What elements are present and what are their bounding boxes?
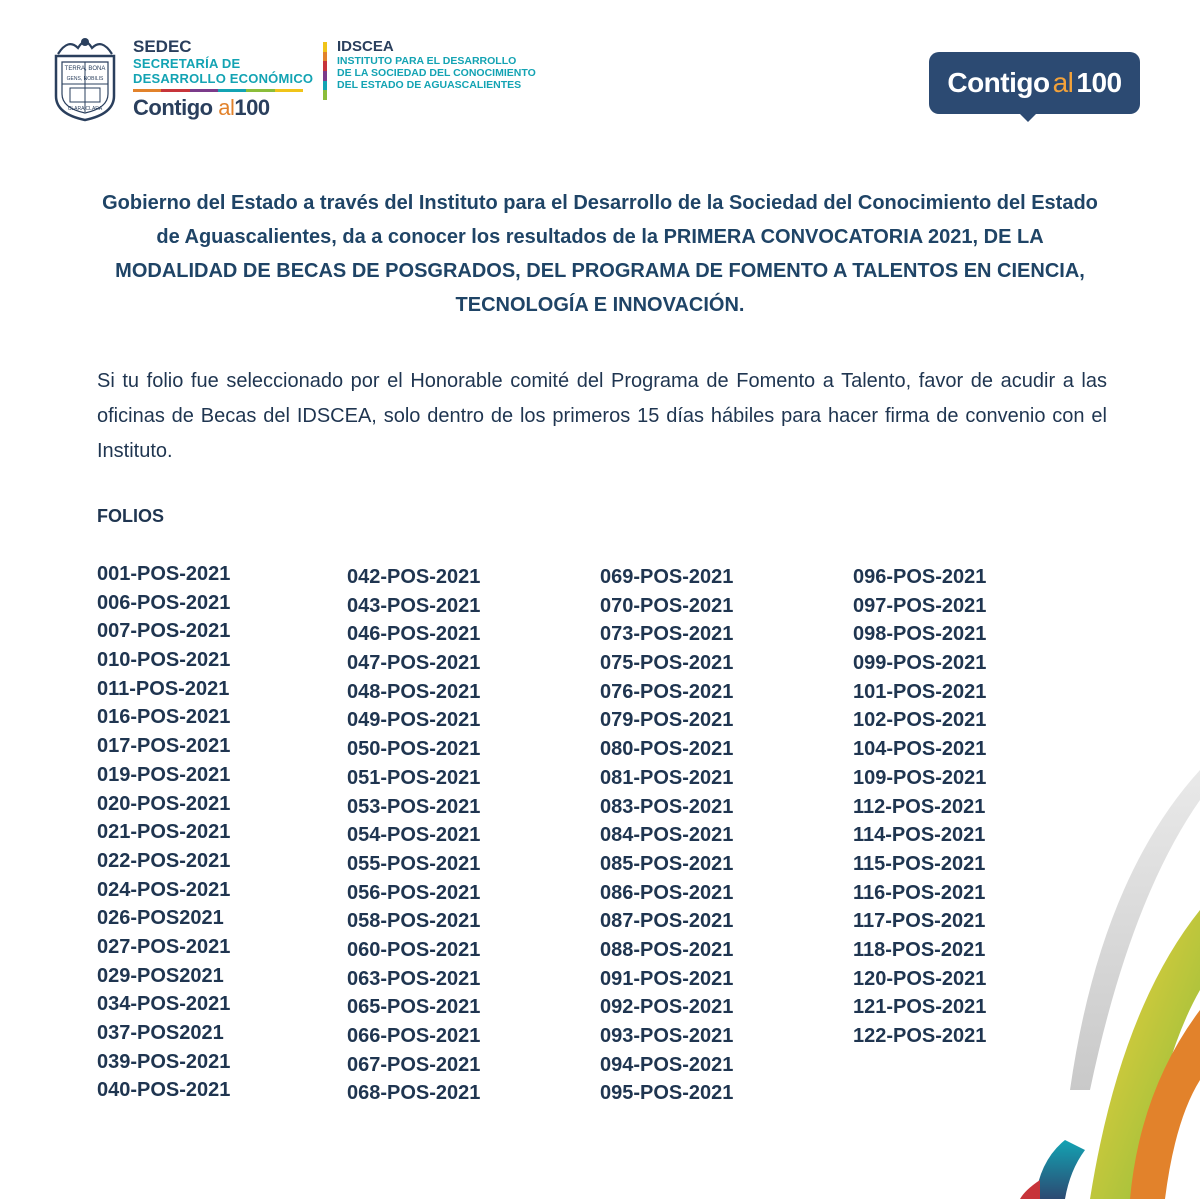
folio-item: 083-POS-2021: [600, 795, 734, 818]
folio-item: 120-POS-2021: [853, 967, 987, 990]
idscea-title: IDSCEA: [337, 38, 394, 55]
folio-item: 079-POS-2021: [600, 709, 734, 732]
folio-item: 088-POS-2021: [600, 938, 734, 961]
decorative-swoosh: [980, 760, 1200, 1199]
folio-item: 115-POS-2021: [853, 852, 986, 875]
sedec-line-1: SECRETARÍA DE: [133, 56, 241, 71]
folio-item: 117-POS-2021: [853, 910, 986, 933]
folio-item: 051-POS-2021: [347, 766, 481, 789]
folio-item: 068-POS-2021: [347, 1082, 481, 1105]
folio-item: 092-POS-2021: [600, 996, 734, 1019]
folio-item: 007-POS-2021: [97, 620, 231, 643]
badge-word: 100: [1076, 67, 1122, 98]
idscea-line-3: DEL ESTADO DE AGUASCALIENTES: [337, 79, 522, 91]
folio-item: 048-POS-2021: [347, 680, 481, 703]
folio-item: 011-POS-2021: [97, 677, 230, 700]
folio-item: 027-POS-2021: [97, 935, 231, 958]
strip-segment: [275, 89, 303, 92]
folio-item: 065-POS-2021: [347, 996, 481, 1019]
folio-item: 024-POS-2021: [97, 878, 231, 901]
folio-item: 087-POS-2021: [600, 910, 734, 933]
announcement-heading: Gobierno del Estado a través del Instituto para el Desarrollo de la Sociedad del Conocimiento del Estado de Aguascalientes, da a conocer los resultados de la PRIMERA CONVOCATORIA 2021, DE LA MODALIDAD DE BECAS DE POSGRADOS, DEL PROGRAMA DE FOMENTO A TALENTOS EN CIENCIA, TECNOLOGÍA E INNOVACIÓN.: [102, 192, 1098, 316]
folio-item: 067-POS-2021: [347, 1053, 481, 1076]
folio-item: 026-POS2021: [97, 907, 224, 930]
folio-item: 069-POS-2021: [600, 566, 734, 588]
color-strip: [133, 89, 303, 92]
bar-segment: [323, 52, 327, 62]
sedec-slogan: [133, 95, 313, 121]
bar-segment: [323, 71, 327, 81]
folio-item: 112-POS-2021: [853, 795, 986, 818]
crest-text-top: TERRA, BONA: [64, 66, 106, 72]
header: [0, 0, 1200, 150]
folio-item: 001-POS-2021: [97, 563, 231, 585]
folio-item: 095-POS-2021: [600, 1082, 734, 1105]
folio-item: 081-POS-2021: [600, 766, 734, 789]
folio-item: 042-POS-2021: [347, 566, 481, 588]
folio-item: 104-POS-2021: [853, 738, 987, 761]
sedec-title: SEDEC: [133, 37, 192, 56]
folio-column-2: [347, 563, 480, 1108]
folio-item: 122-POS-2021: [853, 1025, 987, 1047]
folio-item: 101-POS-2021: [853, 680, 987, 703]
slogan-part: Cont: [133, 95, 182, 120]
folio-item: 109-POS-2021: [853, 766, 987, 789]
folio-item: 099-POS-2021: [853, 652, 987, 675]
folio-item: 084-POS-2021: [600, 824, 734, 847]
strip-segment: [218, 89, 246, 92]
folio-item: 050-POS-2021: [347, 738, 481, 761]
strip-segment: [246, 89, 274, 92]
folio-item: 098-POS-2021: [853, 623, 987, 646]
folio-item: 046-POS-2021: [347, 623, 481, 646]
folio-item: 006-POS-2021: [97, 591, 231, 614]
folio-item: 034-POS-2021: [97, 993, 231, 1016]
folio-item: 102-POS-2021: [853, 709, 987, 732]
slogan-part: al: [218, 95, 235, 120]
folio-item: 066-POS-2021: [347, 1025, 481, 1047]
folio-item: 021-POS-2021: [97, 821, 231, 844]
folio-item: 019-POS-2021: [97, 763, 231, 786]
folio-item: 075-POS-2021: [600, 652, 734, 675]
folio-item: 060-POS-2021: [347, 938, 481, 961]
folio-item: 056-POS-2021: [347, 881, 481, 904]
idscea-line-1: INSTITUTO PARA EL DESARROLLO: [337, 55, 517, 67]
folio-item: 010-POS-2021: [97, 649, 231, 672]
folio-item: 049-POS-2021: [347, 709, 481, 732]
badge-word: Contigo: [947, 67, 1050, 98]
folio-item: 116-POS-2021: [853, 881, 986, 904]
folio-column-4: [853, 563, 986, 1051]
strip-segment: [133, 89, 161, 92]
folio-item: 063-POS-2021: [347, 967, 481, 990]
sedec-logo: [133, 38, 313, 121]
folio-item: 085-POS-2021: [600, 852, 734, 875]
folio-item: 080-POS-2021: [600, 738, 734, 761]
folio-item: 043-POS-2021: [347, 594, 481, 617]
folio-item: 022-POS-2021: [97, 849, 231, 872]
folio-item: 047-POS-2021: [347, 652, 481, 675]
folio-item: 017-POS-2021: [97, 735, 231, 758]
folio-item: 096-POS-2021: [853, 566, 987, 588]
slogan-part: igo: [181, 95, 213, 120]
strip-segment: [161, 89, 189, 92]
folio-item: 076-POS-2021: [600, 680, 734, 703]
folio-item: 055-POS-2021: [347, 852, 481, 875]
badge-word: al: [1052, 67, 1074, 98]
idscea-logo: [337, 38, 536, 91]
bar-segment: [323, 81, 327, 91]
idscea-line-2: DE LA SOCIEDAD DEL CONOCIMIENTO: [337, 67, 536, 79]
folio-item: 118-POS-2021: [853, 938, 986, 961]
instructions-paragraph: Si tu folio fue seleccionado por el Honorable comité del Programa de Fomento a Talento, favor de acudir a las oficinas de Becas del IDSCEA, solo dentro de los primeros 15 días hábiles para hacer firma de convenio con el Instituto.: [97, 370, 1107, 462]
folio-item: 070-POS-2021: [600, 594, 734, 617]
folio-item: 016-POS-2021: [97, 706, 231, 729]
bar-segment: [323, 90, 327, 100]
coat-of-arms-logo: [48, 34, 122, 122]
folio-item: 121-POS-2021: [853, 996, 987, 1019]
folio-item: 114-POS-2021: [853, 824, 986, 847]
folio-column-1: [97, 560, 230, 1105]
folio-item: 053-POS-2021: [347, 795, 481, 818]
folio-item: 091-POS-2021: [600, 967, 734, 990]
crest-text-bottom: CLARA CLARA: [67, 106, 103, 112]
folio-item: 094-POS-2021: [600, 1053, 734, 1076]
idscea-color-bar: [323, 42, 327, 100]
folio-item: 073-POS-2021: [600, 623, 734, 646]
folio-item: 058-POS-2021: [347, 910, 481, 933]
badge-speech-tail: [1018, 112, 1038, 122]
crest-text-middle: GENS, NOBILIS: [66, 76, 104, 82]
folio-item: 020-POS-2021: [97, 792, 231, 815]
slogan-part: 100: [234, 95, 270, 120]
folio-item: 054-POS-2021: [347, 824, 481, 847]
folio-item: 093-POS-2021: [600, 1025, 734, 1047]
bar-segment: [323, 42, 327, 52]
folio-item: 040-POS-2021: [97, 1079, 231, 1102]
folios-label: FOLIOS: [97, 506, 164, 526]
folio-item: 039-POS-2021: [97, 1050, 231, 1073]
folio-item: 086-POS-2021: [600, 881, 734, 904]
folio-item: 037-POS2021: [97, 1022, 224, 1044]
folio-item: 097-POS-2021: [853, 594, 987, 617]
folio-item: 029-POS2021: [97, 964, 224, 987]
contigo-al-100-badge: [929, 52, 1140, 114]
strip-segment: [190, 89, 218, 92]
sedec-line-2: DESARROLLO ECONÓMICO: [133, 71, 314, 86]
bar-segment: [323, 61, 327, 71]
folio-column-3: [600, 563, 733, 1108]
